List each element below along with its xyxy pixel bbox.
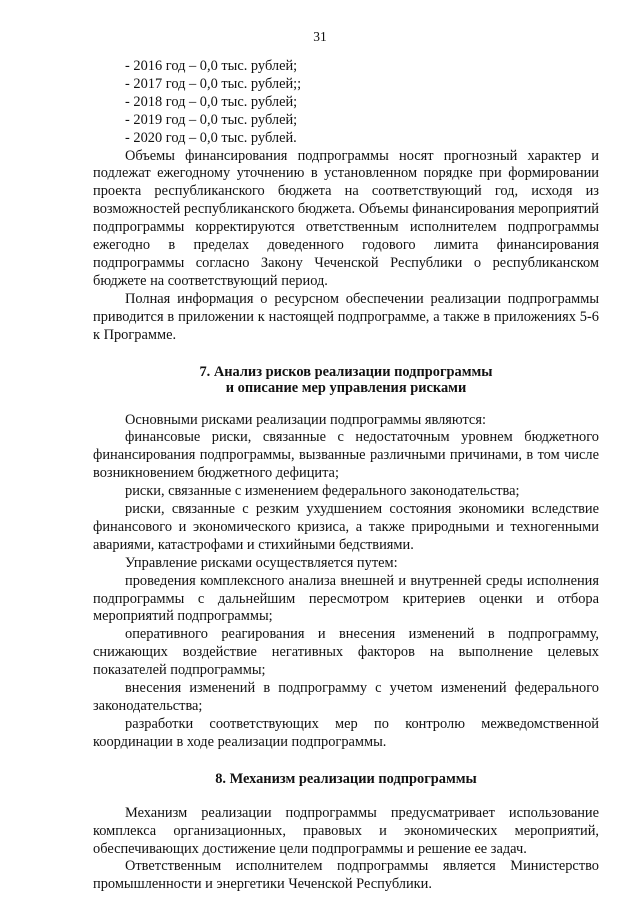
paragraph: проведения комплексного анализа внешней и внутренней среды исполнения подпрограммы с дальнейшим пересмотром критериев оценки и отбора мероприятий подпрограммы; <box>93 572 599 625</box>
paragraph: Механизм реализации подпрограммы предусматривает использование комплекса организационных, правовых и экономических мероприятий, обеспечивающих достижение цели подпрограммы и решение ее задач. <box>93 804 599 857</box>
list-item: - 2016 год – 0,0 тыс. рублей; <box>125 58 298 74</box>
paragraph: оперативного реагирования и внесения изменений в подпрограмму, снижающих воздействие негативных факторов на выполнение целевых показателей подпрограммы; <box>93 626 599 679</box>
paragraph: Полная информация о ресурсном обеспечении реализации подпрограммы приводится в приложении к настоящей подпрограмме, а также в приложениях 5-6 к Программе. <box>93 290 599 343</box>
list-item: - 2017 год – 0,0 тыс. рублей;; <box>125 75 302 92</box>
paragraph: разработки соответствующих мер по контролю межведомственной координации в ходе реализации подпрограммы. <box>93 715 599 750</box>
section-7-heading-line-2: и описание мер управления рисками <box>225 379 467 396</box>
paragraph: риски, связанные с резким ухудшением состояния экономики вследствие финансового и экономического кризиса, а также природными и техногенными авариями, катастрофами и стихийными бедствиями. <box>93 501 599 553</box>
paragraph: Основными рисками реализации подпрограммы являются: <box>125 411 486 428</box>
funding-by-year-list <box>93 58 599 148</box>
paragraph: Управление рисками осуществляется путем: <box>125 554 398 571</box>
paragraph: Объемы финансирования подпрограммы носят прогнозный характер и подлежат ежегодному уточнению в установленном порядке при формировании проекта республиканского бюджета на соответствующий год, исходя из возможностей республиканского бюджета. Объемы финансирования мероприятий подпрограммы корректируются ответственным исполнителем подпрограммы ежегодно в пределах доведенного годового лимита финансирования подпрограммы согласно Закону Чеченской Республики о республиканском бюджете на соответствующий период. <box>93 147 599 289</box>
list-item: - 2020 год – 0,0 тыс. рублей. <box>125 129 297 146</box>
section-8-heading: 8. Механизм реализации подпрограммы <box>215 770 477 787</box>
list-item: - 2019 год – 0,0 тыс. рублей; <box>125 111 298 128</box>
page-number: 31 <box>313 29 327 44</box>
paragraph: риски, связанные с изменением федерального законодательства; <box>125 483 520 500</box>
paragraph: Ответственным исполнителем подпрограммы является Министерство промышленности и энергетики Чеченской Республики. <box>93 858 599 893</box>
section-7-heading-line-1: 7. Анализ рисков реализации подпрограммы <box>199 363 493 380</box>
paragraph: внесения изменений в подпрограмму с учетом изменений федерального законодательства; <box>93 680 599 714</box>
list-item: - 2018 год – 0,0 тыс. рублей; <box>125 93 298 110</box>
section-7-heading <box>93 364 599 396</box>
paragraph: финансовые риски, связанные с недостаточным уровнем бюджетного финансирования подпрограммы, вызванные различными причинами, в том числе возникновением бюджетного дефицита; <box>93 429 599 482</box>
document-body <box>93 58 599 894</box>
